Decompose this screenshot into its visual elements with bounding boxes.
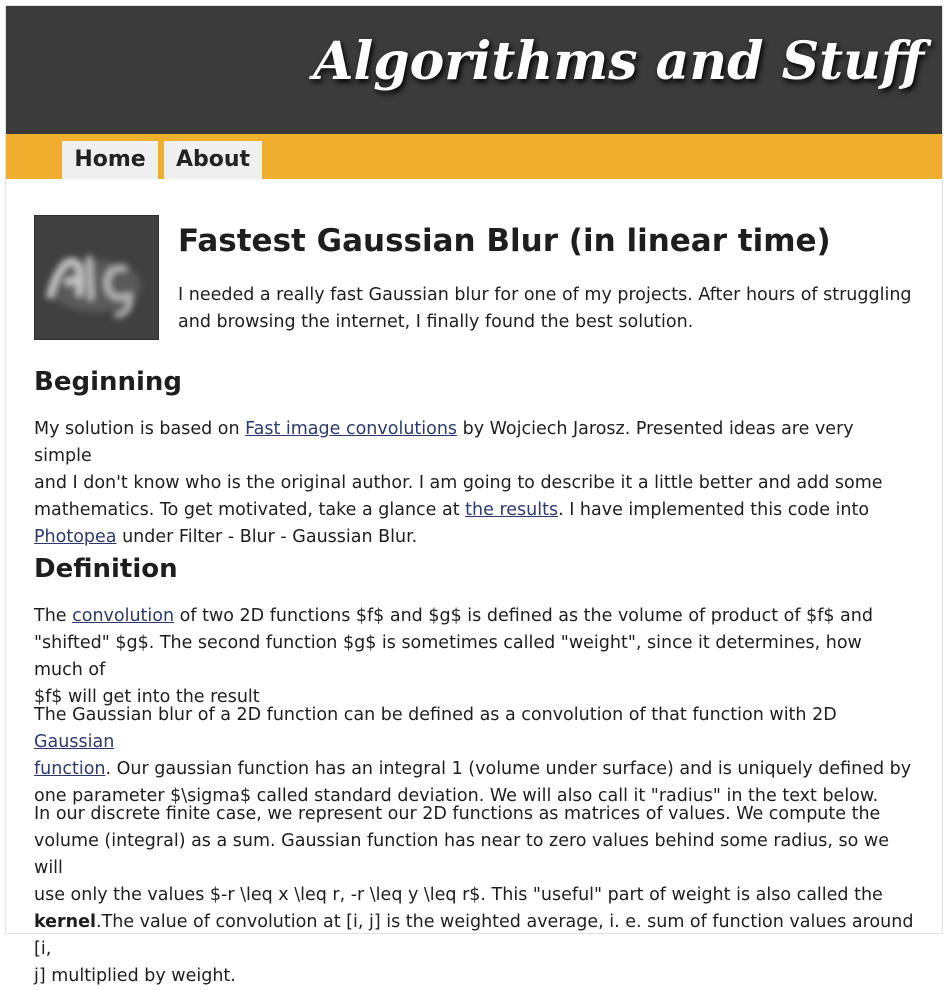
text-span: .The value of convolution at [i, j] is the weighted average, i. e. sum of function values around [i, [34,912,914,959]
text-span: $f$ will get into the result [34,687,260,707]
intro-paragraph [178,282,914,336]
text-span: one parameter $\sigma$ called standard deviation. We will also call it "radius" in the text below. [34,786,879,806]
the-results-link[interactable]: the results [465,500,559,520]
definition-paragraph-1 [34,603,914,711]
blurred-logo-icon [35,216,158,339]
text-span: The [34,606,73,626]
post-title: Fastest Gaussian Blur (in linear time) [178,223,831,259]
site-title[interactable]: Algorithms and Stuff [313,31,924,92]
intro-line: and browsing the internet, I finally found the best solution. [178,312,694,332]
gaussian-function-link[interactable]: Gaussian [34,732,115,752]
text-span: My solution is based on [34,419,246,439]
text-span: j] multiplied by weight. [34,966,236,986]
text-span: under Filter - Blur - Gaussian Blur. [116,527,418,547]
text-span: use only the values $-r \leq x \leq r, -r \leq y \leq r$. This "useful" part of weight is also called the [34,885,883,905]
definition-paragraph-2 [34,702,914,810]
site-header [6,6,942,134]
gaussian-function-link-cont[interactable]: function [34,759,106,779]
text-span: "shifted" $g$. The second function $g$ is sometimes called "weight", since it determines, how much of [34,633,862,680]
photopea-link[interactable]: Photopea [34,527,117,547]
text-span: The Gaussian blur of a 2D function can be defined as a convolution of that function with 2D [34,705,837,725]
section-heading-beginning: Beginning [34,367,183,397]
fast-image-convolutions-link[interactable]: Fast image convolutions [245,419,458,439]
text-span: and I don't know who is the original author. I am going to describe it a little better and add some [34,473,883,493]
browser-page [6,6,942,986]
section-heading-definition: Definition [34,554,178,584]
text-span: . I have implemented this code into [558,500,870,520]
post-thumbnail-image [34,215,159,340]
text-span: by Wojciech Jarosz. Presented ideas are very simple [34,419,854,466]
beginning-paragraph [34,416,914,551]
intro-line: I needed a really fast Gaussian blur for one of my projects. After hours of struggling [178,285,912,305]
text-span: of two 2D functions $f$ and $g$ is defined as the volume of product of $f$ and [174,606,873,626]
convolution-link[interactable]: convolution [72,606,175,626]
definition-paragraph-3 [34,801,914,990]
text-span: . Our gaussian function has an integral 1 (volume under surface) and is uniquely defined by [105,759,912,779]
text-span: volume (integral) as a sum. Gaussian function has near to zero values behind some radius, so we will [34,831,890,878]
text-span: mathematics. To get motivated, take a glance at [34,500,466,520]
kernel-term: kernel [34,912,96,932]
nav-home-tab[interactable]: Home [62,141,158,179]
nav-about-tab[interactable]: About [164,141,262,179]
nav-bar [6,134,942,179]
text-span: In our discrete finite case, we represent our 2D functions as matrices of values. We compute the [34,804,881,824]
